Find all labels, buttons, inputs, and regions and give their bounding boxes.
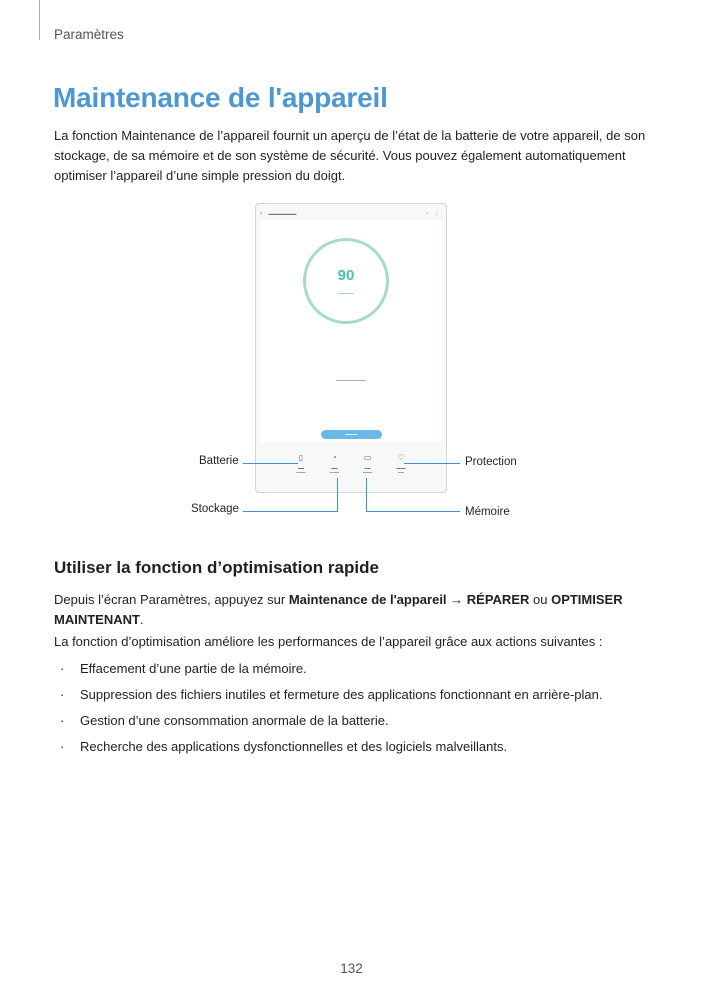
back-arrow-icon: ‹ [260,209,263,217]
device-battery-item: ▯ ▬▬ ▬▬▬ [286,453,316,474]
status-line-placeholder: ▬▬▬▬▬▬▬▬▬▬ [336,378,366,382]
list-item: · Gestion d’une consommation anormale de la batterie. [60,713,389,728]
callout-line-memory-v [366,478,367,512]
callout-line-storage-v [337,478,338,512]
page-title: Maintenance de l'appareil [53,82,388,113]
device-storage-item: ◔ ▬▬ ▬▬▬ [319,453,349,474]
shield-icon: ♡ [397,453,405,462]
callout-line-protection [404,463,460,464]
header-section-label: Paramètres [54,27,124,42]
storage-icon: ◔ [331,453,337,462]
device-screen-area [260,220,442,442]
device-score: 90 [337,267,355,284]
score-caption-placeholder: ▬▬▬▬▬ [338,291,354,295]
menu-path-maintenance: Maintenance de l'appareil [288,592,447,607]
header-rule [39,0,40,40]
option-repair: RÉPARER [466,592,530,607]
fix-now-button: ▬▬▬▬ [321,430,382,439]
optimization-lead: La fonction d’optimisation améliore les performances de l’appareil grâce aux actions suivantes : [54,634,603,649]
action-list [54,656,654,760]
callout-storage: Stockage [191,503,239,515]
more-options-icon: ▫ ⋮ [426,210,442,217]
callout-battery: Batterie [199,455,239,467]
battery-icon: ▯ [298,453,304,462]
device-memory-item: ▭ ▬▬ ▬▬▬ [353,453,383,474]
callout-line-battery [243,463,298,464]
callout-line-memory-h [366,511,460,512]
device-screenshot [255,203,447,493]
list-item: · Effacement d’une partie de la mémoire. [60,661,307,676]
section-heading: Utiliser la fonction d’optimisation rapide [54,558,379,577]
callout-protection: Protection [465,456,517,468]
list-item: · Recherche des applications dysfonctionnelles et des logiciels malveillants. [60,739,508,754]
device-app-name-placeholder: ▬▬▬▬▬▬▬ [268,210,297,216]
callout-line-storage-h [243,511,338,512]
score-ring [303,238,389,324]
instruction-step: Depuis l’écran Paramètres, appuyez sur Maintenance de l'appareil → RÉPARER ou OPTIMISER MAINTENANT. [54,592,623,627]
device-bottom-row [286,453,416,474]
callout-memory: Mémoire [465,506,510,518]
memory-icon: ▭ [363,453,372,462]
device-top-bar [260,208,442,218]
page-number: 132 [340,961,363,976]
list-item: · Suppression des fichiers inutiles et fermeture des applications fonctionnant en arrière-plan. [60,687,603,702]
option-optimize-now: OPTIMISER MAINTENANT [54,592,623,627]
device-protection-item: ♡ ▬▬▬ ▬▬ [386,453,416,474]
intro-paragraph: La fonction Maintenance de l’appareil fournit un aperçu de l’état de la batterie de votre appareil, de son stockage, de sa mémoire et de son système de sécurité. Vous pouvez également automatiquement optimiser l’appareil d’une simple pression du doigt. [54,128,646,183]
